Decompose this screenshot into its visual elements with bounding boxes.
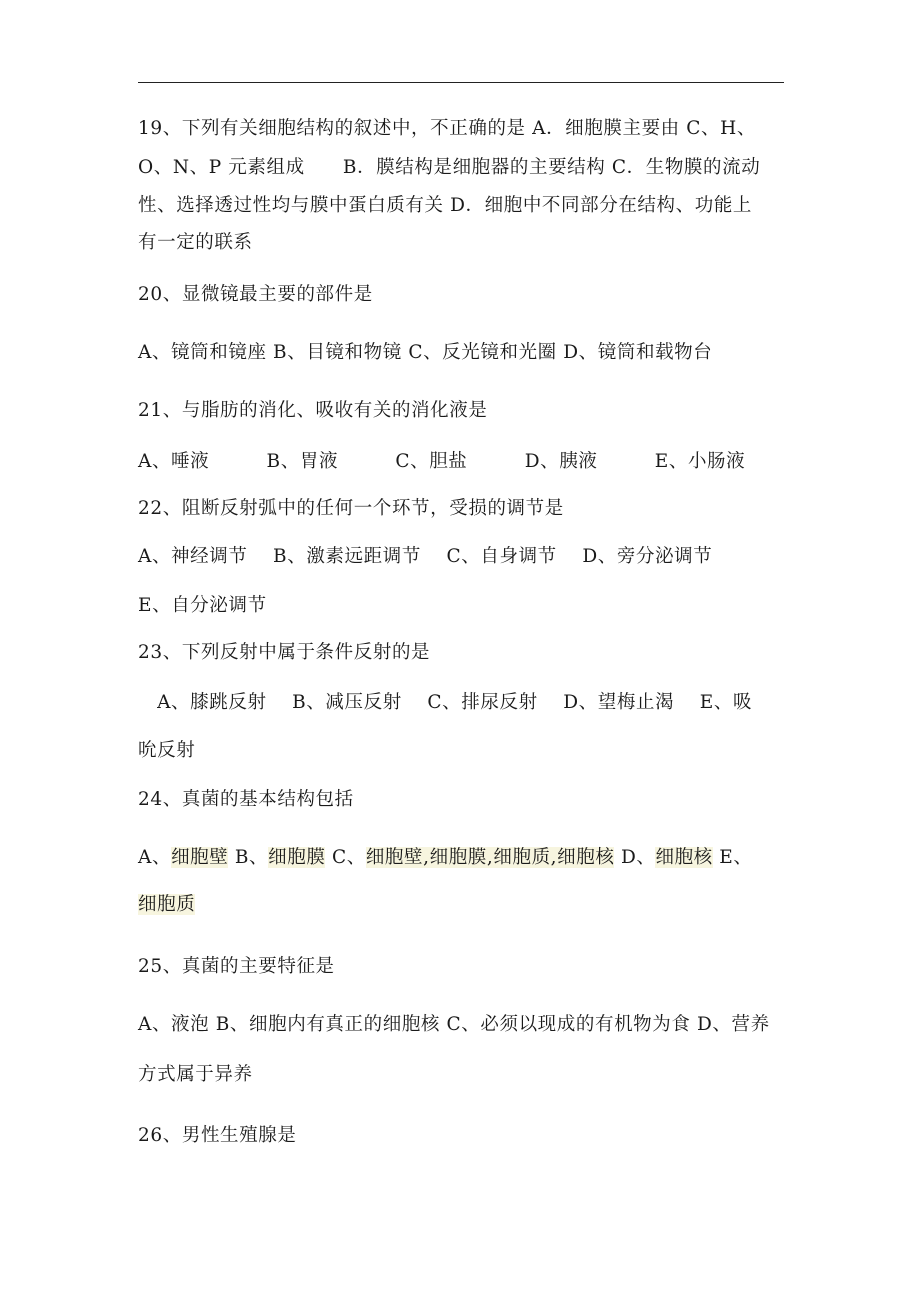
q25-options-line-1: A、液泡 B、细胞内有真正的细胞核 C、必须以现成的有机物为食 D、营养 <box>138 1014 770 1035</box>
q24-option-a-label: A、 <box>138 847 172 868</box>
q22-options-line-1: A、神经调节 B、激素远距调节 C、自身调节 D、旁分泌调节 <box>138 546 713 567</box>
q24-option-d-label: D、 <box>614 847 656 868</box>
q24-options-line-2 <box>138 893 195 917</box>
q21-options: A、唾液 B、胃液 C、胆盐 D、胰液 E、小肠液 <box>138 451 746 472</box>
q24-option-c: 细胞壁,细胞膜,细胞质,细胞核 <box>365 847 615 868</box>
q24-options-line-1 <box>138 846 752 870</box>
q24-option-b-label: B、 <box>228 847 269 868</box>
q23-question: 23、下列反射中属于条件反射的是 <box>138 642 431 663</box>
q25-question: 25、真菌的主要特征是 <box>138 956 335 977</box>
q20-question: 20、显微镜最主要的部件是 <box>138 284 373 305</box>
q19-line-4: 有一定的联系 <box>138 232 253 253</box>
q24-question: 24、真菌的基本结构包括 <box>138 789 354 810</box>
header-rule <box>138 82 784 83</box>
q24-option-b: 细胞膜 <box>268 847 326 868</box>
q23-options-line-1: A、膝跳反射 B、减压反射 C、排尿反射 D、望梅止渴 E、吸 <box>138 692 753 713</box>
q23-options-line-2: 吮反射 <box>138 740 196 761</box>
q24-option-a: 细胞壁 <box>171 847 229 868</box>
q19-line-3: 性、选择透过性均与膜中蛋白质有关 D．细胞中不同部分在结构、功能上 <box>138 195 753 216</box>
q21-question: 21、与脂肪的消化、吸收有关的消化液是 <box>138 400 488 421</box>
q22-question: 22、阻断反射弧中的任何一个环节，受损的调节是 <box>138 498 564 519</box>
q24-option-c-label: C、 <box>325 847 366 868</box>
q20-options: A、镜筒和镜座 B、目镜和物镜 C、反光镜和光圈 D、镜筒和载物台 <box>138 342 713 363</box>
q24-option-e: 细胞质 <box>138 894 196 915</box>
q22-options-line-2: E、自分泌调节 <box>138 595 267 616</box>
q19-line-1: 19、下列有关细胞结构的叙述中，不正确的是 A．细胞膜主要由 C、H、 <box>138 118 756 139</box>
q24-option-e-label: E、 <box>712 847 753 868</box>
q25-options-line-2: 方式属于异养 <box>138 1064 253 1085</box>
q19-line-2: O、N、P 元素组成 B．膜结构是细胞器的主要结构 C．生物膜的流动 <box>138 157 761 178</box>
q24-option-d: 细胞核 <box>655 847 713 868</box>
q26-question: 26、男性生殖腺是 <box>138 1125 297 1146</box>
